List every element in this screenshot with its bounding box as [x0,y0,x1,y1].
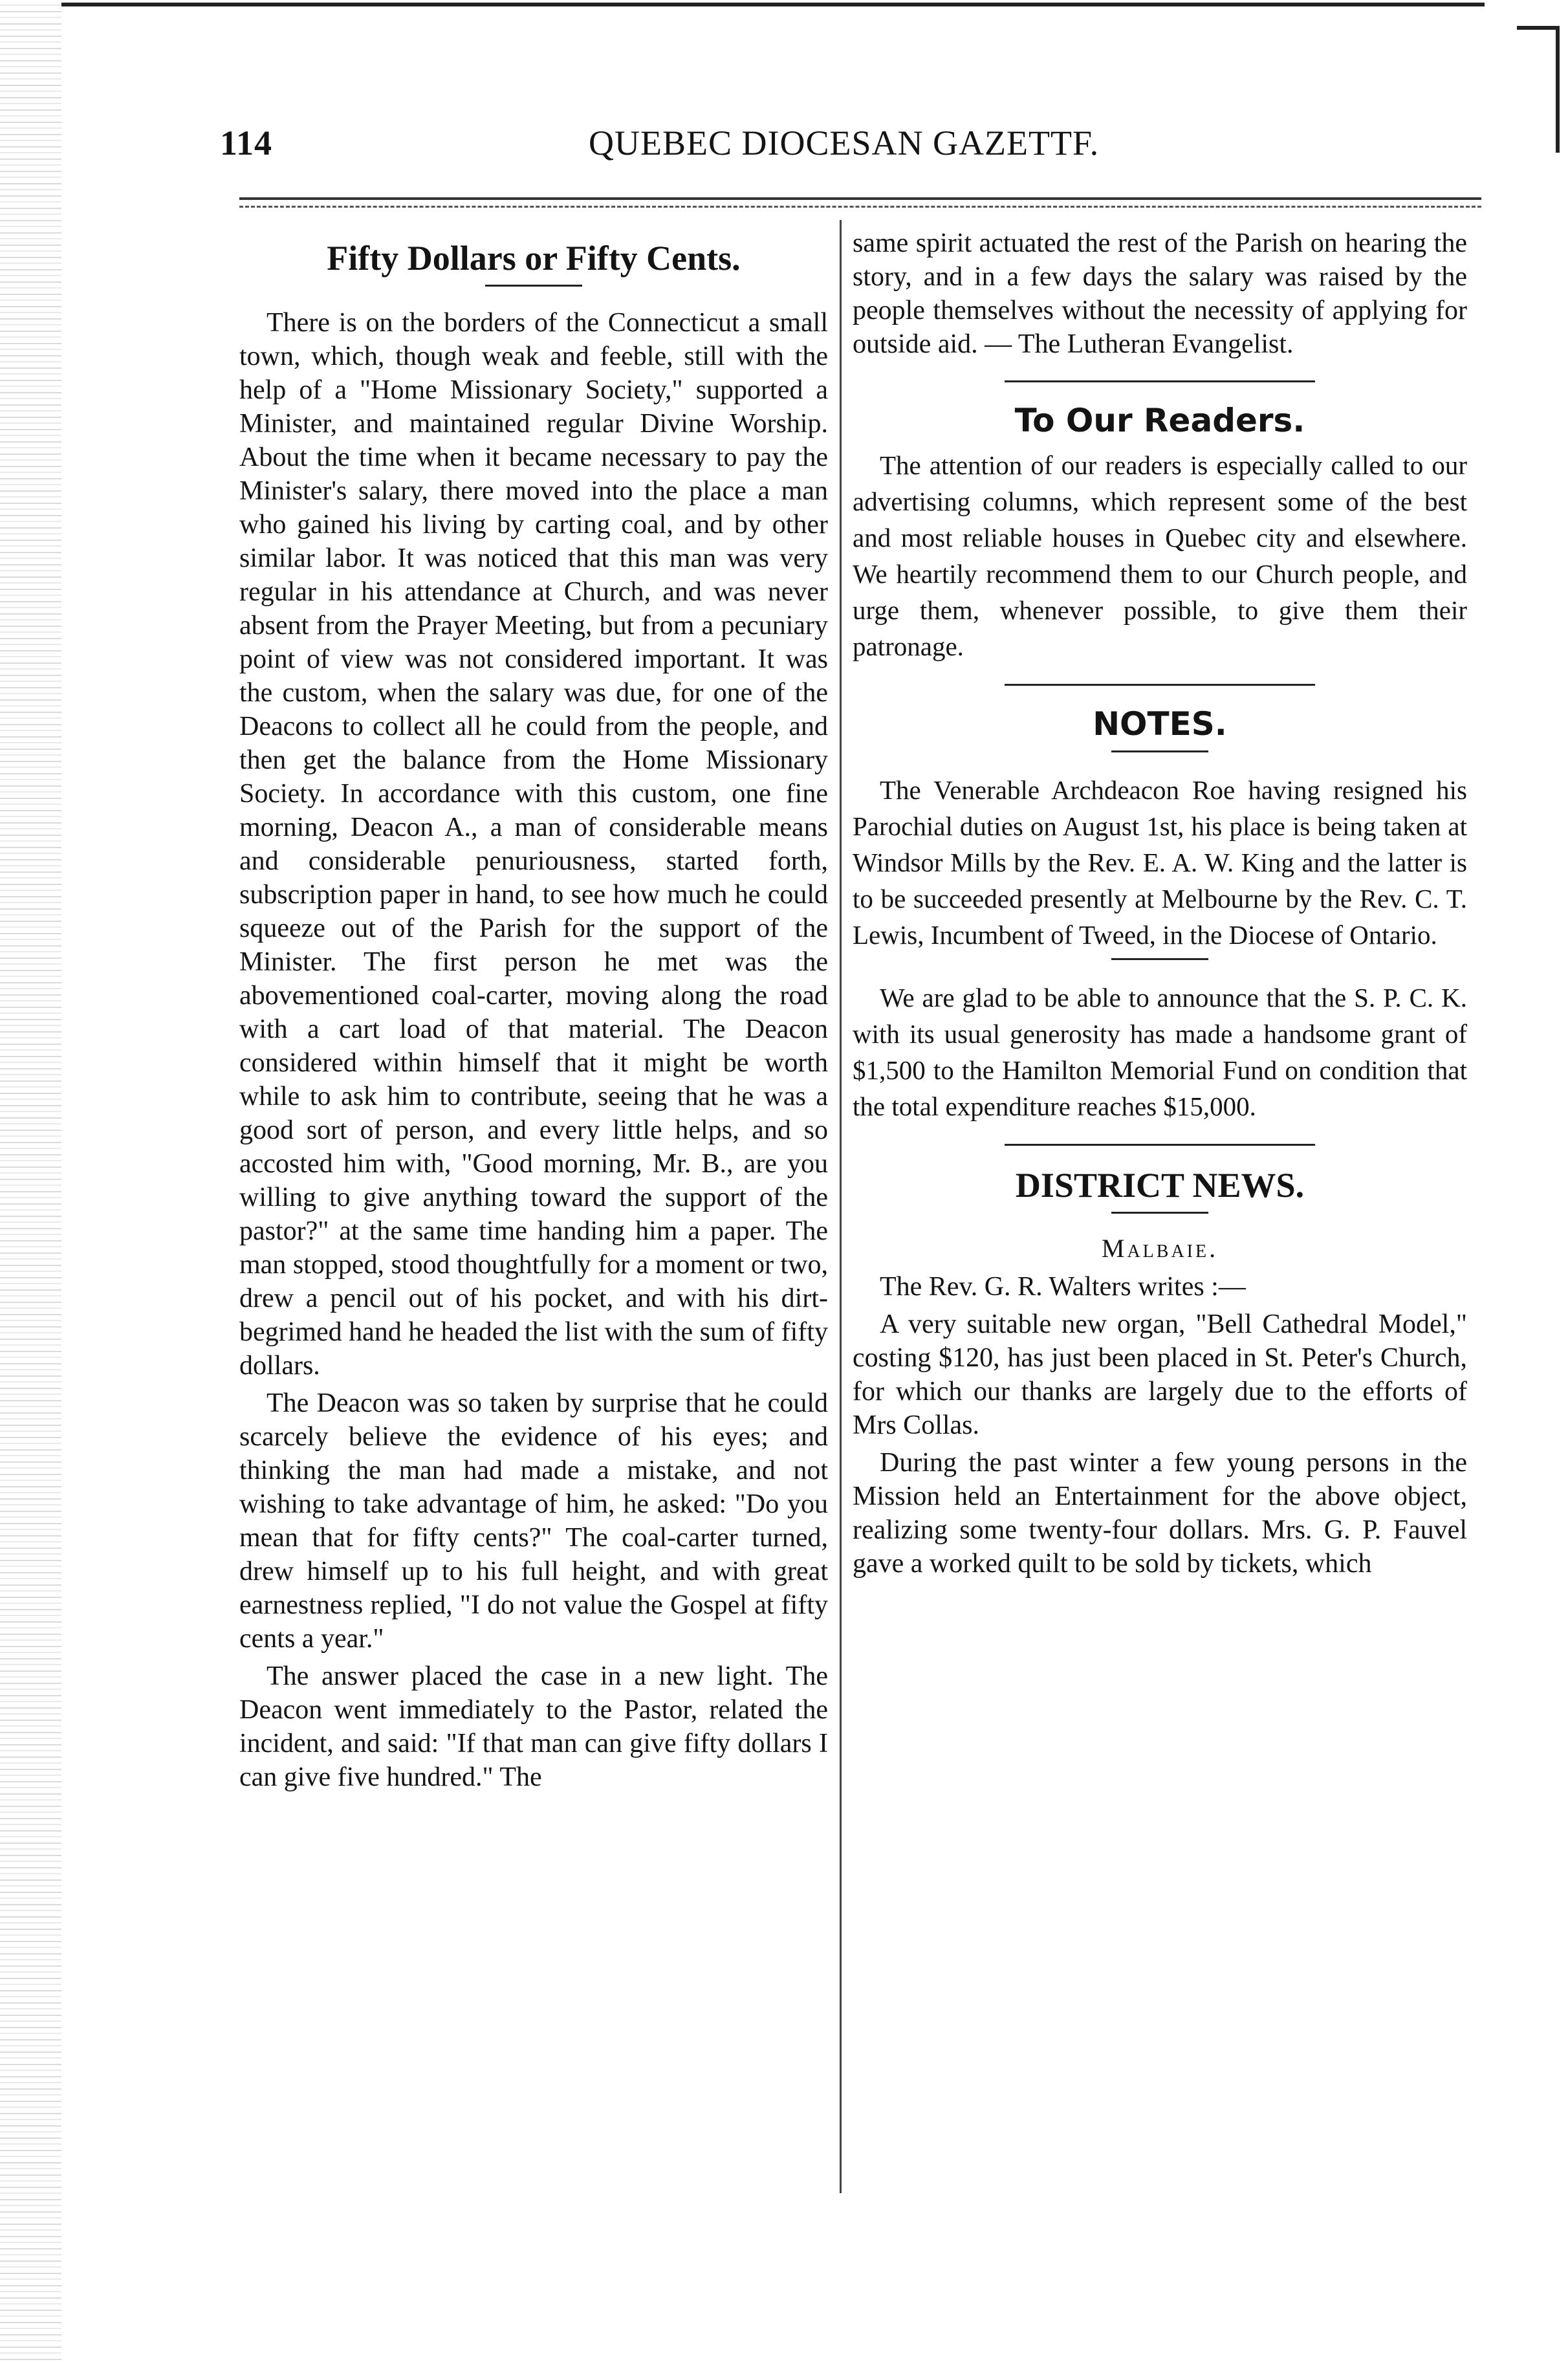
header-rule-dashed [239,206,1481,208]
corner-crop-mark [1517,26,1560,153]
article-continuation: same spirit actuated the rest of the Parish on hearing the story, and in a few days the salary was raised by the people themselves without the necessity of applying for outside aid. — The Lutheran Evangelist. [853,228,1467,359]
notes-paragraph-2: We are glad to be able to announce that the S. P. C. K. with its usual generosity has made a handsome grant of $1,500 to the Hamilton Memorial Fund on condition that the total expenditure reaches $15,000. [853,983,1467,1121]
section-rule [1005,380,1315,382]
right-column [853,226,1467,1584]
header-rule [239,197,1481,200]
notes-separator [1111,958,1208,960]
left-column [239,226,828,1798]
readers-paragraph: The attention of our readers is especially called to our advertising columns, which represent some of the best and most reliable houses in Quebec city and elsewhere. We heartily recommend them to our Church people, and urge them, whenever possible, to give them their patronage. [853,450,1467,661]
top-border-line [61,3,1485,6]
notes-rule [1111,750,1208,752]
running-title: QUEBEC DIOCESAN GAZETTF. [589,124,1100,162]
district-paragraph-2: A very suitable new organ, "Bell Cathedral Model," costing $120, has just been placed in St. Peter's Church, for which our thanks are largely due to the efforts of Mrs Collas. [853,1309,1467,1440]
page-header [220,123,1203,181]
page-number: 114 [220,124,273,162]
district-paragraph-1: The Rev. G. R. Walters writes :— [880,1272,1246,1302]
section-rule [1005,684,1315,686]
scan-edge-artifact [0,0,61,2364]
section-rule [1005,1144,1315,1146]
article-paragraph-2: The Deacon was so taken by surprise that he could scarcely believe the evidence of his eyes; and thinking the man had made a mistake, and not wishing to take advantage of him, he asked: "Do you mean that for fifty cents?" The coal-carter turned, drew himself up to his full height, and with great earnestness replied, "I do not value the Gospel at fifty cents a year." [239,1388,828,1654]
column-divider [840,220,842,2193]
district-rule [1111,1212,1208,1214]
article-paragraph-3: The answer placed the case in a new light. The Deacon went immediately to the Pastor, related the incident, and said: "If that man can give fifty dollars I can give five hundred." The [239,1661,828,1792]
notes-headline: NOTES. [1093,705,1227,743]
headline-rule [485,285,582,287]
article-paragraph-1: There is on the borders of the Connecticut a small town, which, though weak and feeble, still with the help of a "Home Missionary Society," supported a Minister, and maintained regular Divine Worship. About the time when it became necessary to pay the Minister's salary, there moved into the place a man who gained his living by carting coal, and by other similar labor. It was noticed that this man was very regular in his attendance at Church, and was never absent from the Prayer Meeting, but from a pecuniary point of view was not considered important. It was the custom, when the salary was due, for one of the Deacons to collect all he could from the people, and then get the balance from the Home Missionary Society. In accordance with this custom, one fine morning, Deacon A., a man of considerable means and considerable penuriousness, started forth, subscription paper in hand, to see how much he could squeeze out of the Parish for the support of the Minister. The first person he met was the abovementioned coal-carter, moving along the road with a cart load of that material. The Deacon considered within himself that it might be worth while to ask him to contribute, seeing that he was a good sort of person, and every little helps, and so accosted him with, "Good morning, Mr. B., are you willing to give anything toward the support of the pastor?" at the same time handing him a paper. The man stopped, stood thoughtfully for a moment or two, drew a pencil out of his pocket, and with his dirt-begrimed hand he headed the list with the sum of fifty dollars. [239,308,828,1381]
district-paragraph-3: During the past winter a few young persons in the Mission held an Entertainment for the above object, realizing some twenty-four dollars. Mrs. G. P. Fauvel gave a worked quilt to be sold by tickets, which [853,1448,1467,1579]
notes-paragraph-1: The Venerable Archdeacon Roe having resigned his Parochial duties on August 1st, his place is being taken at Windsor Mills by the Rev. E. A. W. King and the latter is to be succeeded presently at Melbourne by the Rev. C. T. Lewis, Incumbent of Tweed, in the Diocese of Ontario. [853,775,1467,950]
article-headline: Fifty Dollars or Fifty Cents. [327,239,741,278]
district-news-headline: DISTRICT NEWS. [1015,1166,1305,1205]
readers-headline: To Our Readers. [1014,402,1305,439]
district-subhead: Malbaie. [1101,1234,1219,1263]
